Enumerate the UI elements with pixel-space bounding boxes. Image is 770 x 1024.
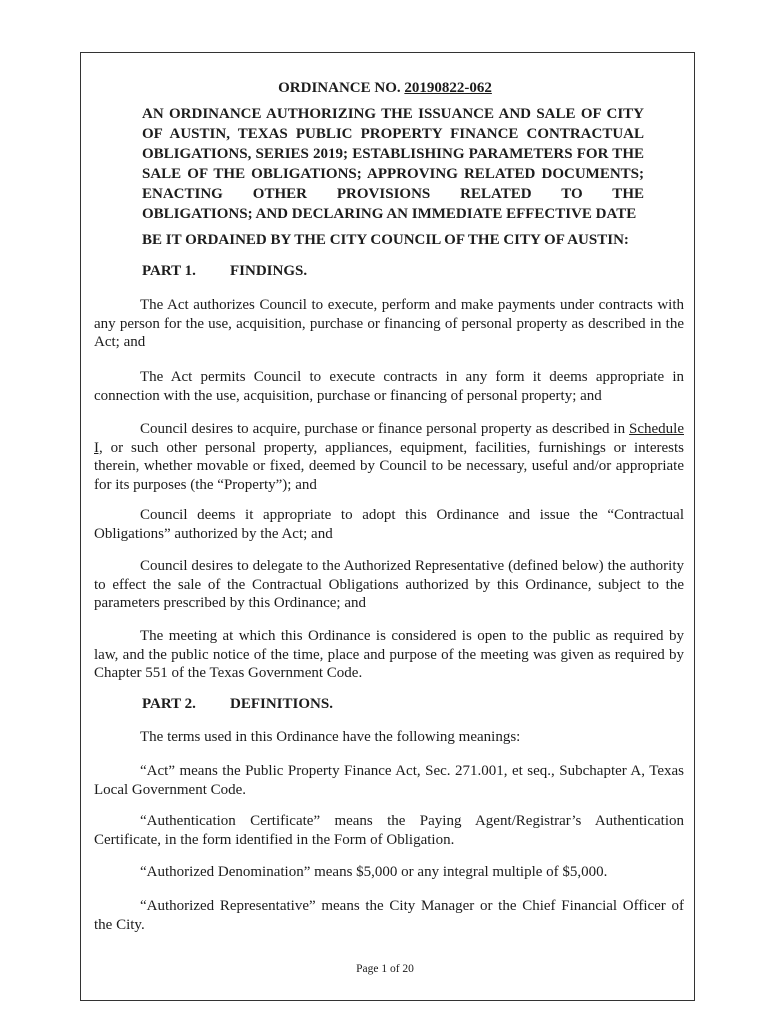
ordinance-title: ORDINANCE NO. 20190822-062 — [278, 80, 492, 96]
ordinance-number: 20190822-062 — [404, 80, 492, 96]
caption-last-line: OBLIGATIONS; AND DECLARING AN IMMEDIATE EFFECTIVE DATE — [142, 206, 637, 222]
definition-paragraph: “Authorized Representative” means the City Manager or the Chief Financial Officer of the City. — [94, 898, 684, 933]
finding-paragraph: The Act authorizes Council to execute, perform and make payments under contracts with any person for the use, acquisition, purchase or financing of personal property as described in the Act; and — [94, 297, 684, 350]
definition-paragraph: “Act” means the Public Property Finance Act, Sec. 271.001, et seq., Subchapter A, Texas Local Government Code. — [94, 763, 684, 798]
definition-paragraph: “Authentication Certificate” means the Paying Agent/Registrar’s Authentication Certificate, in the form identified in the Form of Obligation. — [94, 813, 684, 848]
part-2-heading: PART 2. DEFINITIONS. — [142, 696, 333, 712]
finding-paragraph: Council deems it appropriate to adopt this Ordinance and issue the “Contractual Obligations” authorized by the Act; and — [94, 507, 684, 542]
ordinance-caption: AN ORDINANCE AUTHORIZING THE ISSUANCE AND SALE OF CITY OF AUSTIN, TEXAS PUBLIC PROPERTY FINANCE CONTRACTUAL OBLIGATIONS, SERIES 2019; ESTABLISHING PARAMETERS FOR THE SALE OF THE OBLIGATIONS; APPROVING RELATED DOCUMENTS; ENACTING OTHER PROVISIONS RELATED TO THE OBLIGATIONS; AND DECLARING AN IMMEDIATE EFFECTIVE DATE — [142, 106, 644, 222]
finding-paragraph: The Act permits Council to execute contracts in any form it deems appropriate in connection with the use, acquisition, purchase or financing of personal property; and — [94, 369, 684, 404]
page-number: Page 1 of 20 — [356, 963, 414, 975]
schedule-reference: Schedule I, — [94, 421, 684, 456]
finding-paragraph: The meeting at which this Ordinance is considered is open to the public as required by law, and the public notice of the time, place and purpose of the meeting was given as required by Chapter 551 of the Texas Government Code. — [94, 628, 684, 681]
definition-paragraph: “Authorized Denomination” means $5,000 or any integral multiple of $5,000. — [140, 864, 608, 880]
definitions-intro: The terms used in this Ordinance have the following meanings: — [140, 729, 521, 745]
enacting-clause: BE IT ORDAINED BY THE CITY COUNCIL OF THE CITY OF AUSTIN: — [142, 232, 629, 248]
finding-paragraph: Council desires to delegate to the Authorized Representative (defined below) the authority to effect the sale of the Contractual Obligations authorized by this Ordinance, subject to the parameters prescribed by this Ordinance; and — [94, 558, 684, 611]
part-1-heading: PART 1. FINDINGS. — [142, 263, 308, 279]
finding-paragraph: Council desires to acquire, purchase or finance personal property as described in Schedule I, or such other personal property, appliances, equipment, facilities, furnishings or interests therein, whether movable or fixed, deemed by Council to be necessary, useful and/or appropriate for its purposes (the “Property”); and — [94, 421, 685, 493]
